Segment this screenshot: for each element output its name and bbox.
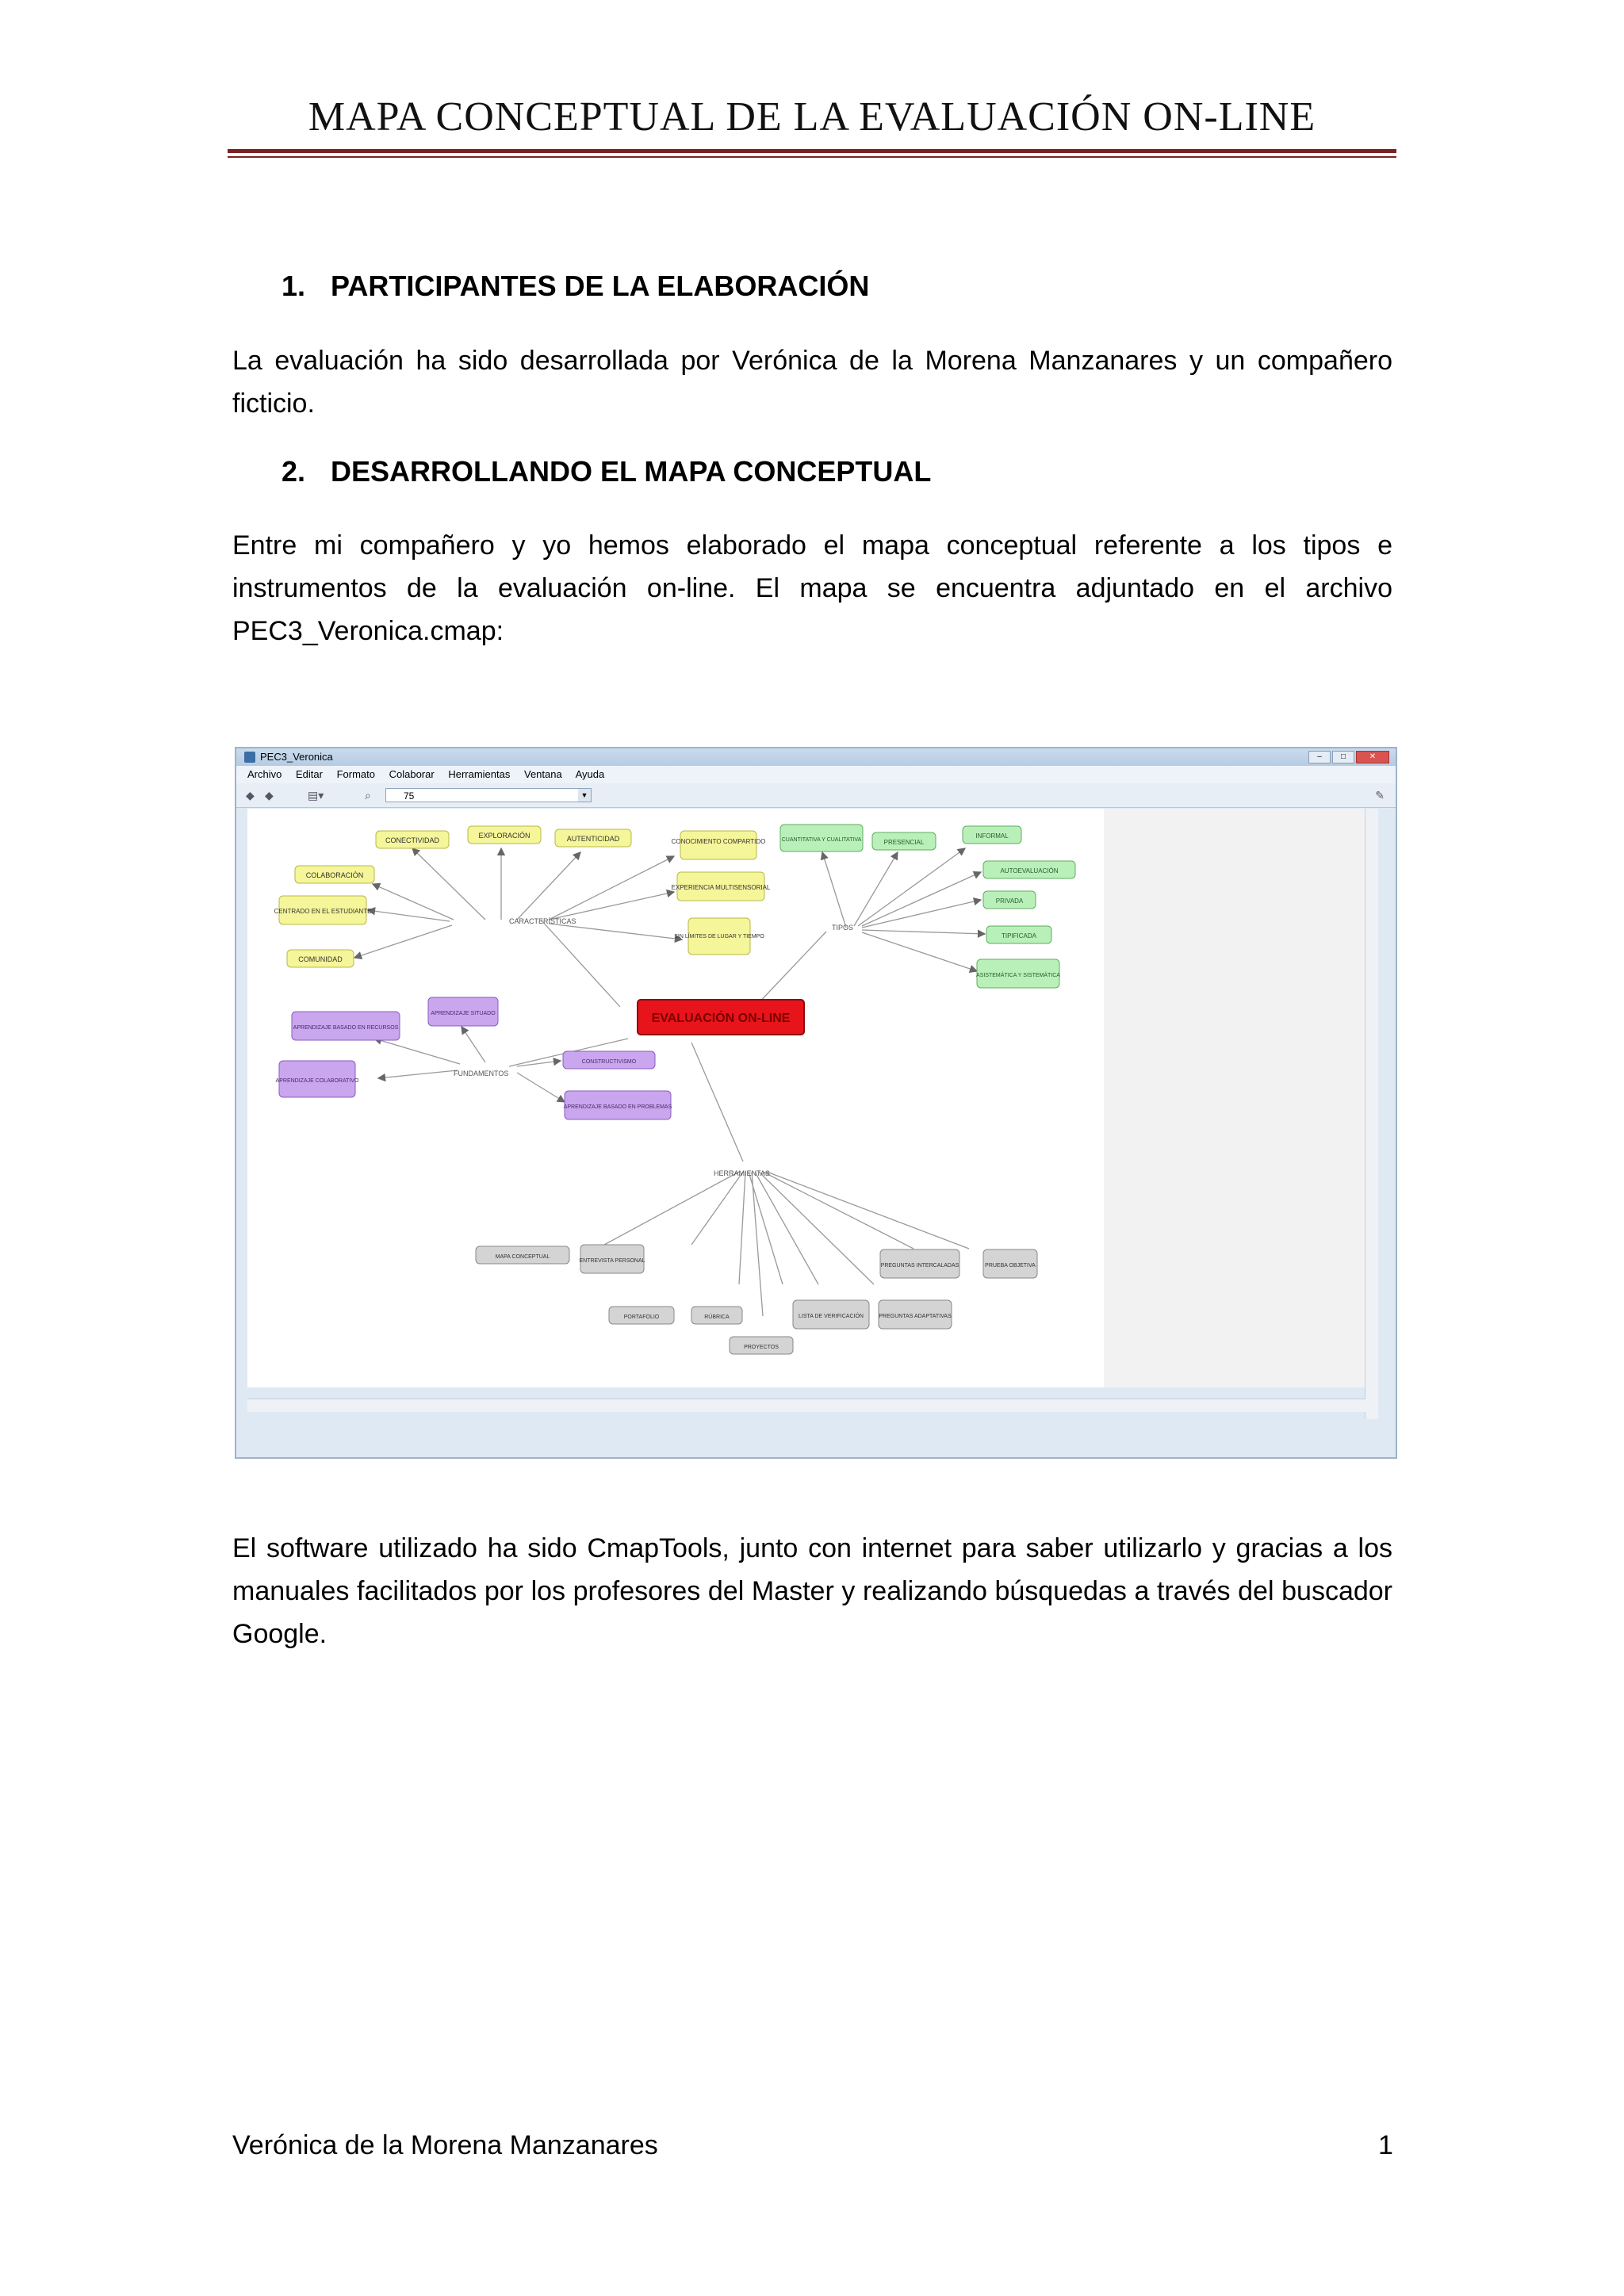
window-titlebar	[236, 748, 1396, 766]
link-tipos: TIPOS	[832, 924, 854, 932]
toolbar	[236, 783, 1396, 808]
node-conectividad[interactable]	[376, 831, 449, 848]
node-asistematica-sistematica[interactable]	[976, 959, 1060, 988]
svg-text:ENTREVISTA PERSONAL: ENTREVISTA PERSONAL	[579, 1258, 645, 1264]
header-rule-thick	[228, 149, 1396, 153]
header-rule-thin	[228, 156, 1396, 158]
canvas-background	[1104, 809, 1365, 1387]
zoom-input[interactable]	[385, 788, 592, 802]
node-tipificada[interactable]	[986, 926, 1051, 943]
page-header-title: MAPA CONCEPTUAL DE LA EVALUACIÓN ON-LINE	[308, 94, 1316, 140]
svg-text:CONECTIVIDAD: CONECTIVIDAD	[385, 836, 440, 844]
node-mapa-conceptual[interactable]	[476, 1246, 569, 1264]
svg-text:AUTENTICIDAD: AUTENTICIDAD	[566, 835, 620, 843]
node-informal[interactable]	[963, 826, 1021, 844]
paragraph-software: El software utilizado ha sido CmapTools, junto con internet para saber utilizarlo y gracias a los manuales facilitados por los profesores del Master y realizando búsquedas a través del buscador Google.	[232, 1533, 1392, 1649]
node-constructivismo[interactable]	[563, 1051, 655, 1069]
menu-formato[interactable]: Formato	[336, 768, 375, 780]
node-rubrica[interactable]	[691, 1307, 742, 1324]
svg-text:PRESENCIAL: PRESENCIAL	[883, 839, 925, 846]
svg-text:EXPERIENCIA MULTISENSORIAL: EXPERIENCIA MULTISENSORIAL	[671, 884, 771, 891]
svg-text:SIN LÍMITES DE LUGAR Y TIEMPO: SIN LÍMITES DE LUGAR Y TIEMPO	[674, 934, 764, 939]
svg-text:PROYECTOS: PROYECTOS	[744, 1345, 779, 1350]
node-preguntas-intercaladas[interactable]	[880, 1249, 959, 1278]
svg-text:PREGUNTAS ADAPTATIVAS: PREGUNTAS ADAPTATIVAS	[879, 1314, 952, 1319]
back-arrow-icon[interactable]: ◆	[246, 789, 255, 802]
menu-ventana[interactable]: Ventana	[523, 768, 562, 780]
node-lista-verificacion[interactable]	[793, 1300, 869, 1329]
node-aprendizaje-colaborativo[interactable]	[276, 1061, 359, 1097]
svg-text:PORTAFOLIO: PORTAFOLIO	[623, 1314, 660, 1320]
node-sin-limites[interactable]	[674, 918, 764, 955]
node-portafolio[interactable]	[609, 1307, 674, 1324]
section-1-number: 1.	[282, 270, 306, 302]
node-privada[interactable]	[983, 891, 1036, 909]
svg-text:ASISTEMÁTICA Y SISTEMÁTICA: ASISTEMÁTICA Y SISTEMÁTICA	[976, 973, 1060, 978]
node-entrevista-personal[interactable]	[579, 1245, 645, 1273]
section-2-title: DESARROLLANDO EL MAPA CONCEPTUAL	[331, 455, 932, 488]
section-2-number: 2.	[282, 455, 306, 488]
node-comunidad[interactable]	[287, 950, 354, 967]
svg-text:CUANTITATIVA Y CUALITATIVA: CUANTITATIVA Y CUALITATIVA	[781, 837, 862, 843]
menu-editar[interactable]: Editar	[295, 768, 323, 780]
svg-text:PRIVADA: PRIVADA	[995, 897, 1024, 905]
node-colaboracion[interactable]	[295, 866, 374, 883]
node-presencial[interactable]	[872, 832, 936, 850]
node-experiencia-multisensorial[interactable]	[672, 872, 771, 901]
svg-text:COLABORACIÓN: COLABORACIÓN	[305, 871, 364, 879]
svg-text:RÚBRICA: RÚBRICA	[704, 1314, 730, 1320]
svg-text:TIPIFICADA: TIPIFICADA	[1001, 932, 1037, 939]
svg-text:LISTA DE VERIFICACIÓN: LISTA DE VERIFICACIÓN	[799, 1314, 864, 1319]
window-title: PEC3_Veronica	[260, 751, 333, 763]
close-icon[interactable]: ✕	[1356, 751, 1389, 763]
chevron-down-icon[interactable]: ▼	[578, 789, 591, 802]
zoom-magnifier-icon[interactable]: ⌕	[365, 789, 371, 802]
section-2-heading	[282, 455, 931, 488]
connector-lines	[354, 848, 985, 1316]
svg-text:AUTOEVALUACIÓN: AUTOEVALUACIÓN	[1000, 867, 1059, 874]
link-herramientas: HERRAMIENTAS	[714, 1169, 770, 1177]
node-aprendizaje-problemas[interactable]	[564, 1091, 672, 1119]
svg-text:EVALUACIÓN ON-LINE: EVALUACIÓN ON-LINE	[651, 1012, 791, 1025]
cmaptools-app-icon	[244, 752, 255, 763]
forward-arrow-icon[interactable]: ◆	[265, 789, 274, 802]
menu-herramientas[interactable]: Herramientas	[448, 768, 511, 780]
svg-text:APRENDIZAJE SITUADO: APRENDIZAJE SITUADO	[431, 1011, 496, 1016]
root-node[interactable]	[638, 1000, 804, 1035]
svg-text:EXPLORACIÓN: EXPLORACIÓN	[478, 832, 530, 840]
section-1-heading	[282, 270, 869, 303]
section-1-title: PARTICIPANTES DE LA ELABORACIÓN	[331, 270, 870, 302]
section-2-paragraph: Entre mi compañero y yo hemos elaborado el mapa conceptual referente a los tipos e instrumentos de la evaluación on-line. El mapa se encuentra adjuntado en el archivo PEC3_Veronica.cmap:	[232, 530, 1392, 646]
node-proyectos[interactable]	[730, 1337, 793, 1354]
svg-text:APRENDIZAJE COLABORATIVO: APRENDIZAJE COLABORATIVO	[275, 1078, 359, 1084]
node-prueba-objetiva[interactable]	[983, 1249, 1037, 1278]
node-preguntas-adaptativas[interactable]	[879, 1300, 952, 1329]
node-autenticidad[interactable]	[555, 829, 631, 847]
menu-archivo[interactable]: Archivo	[247, 768, 282, 780]
link-fundamentos: FUNDAMENTOS	[454, 1070, 509, 1077]
link-caracteristicas: CARACTERÍSTICAS	[509, 917, 576, 925]
vertical-scrollbar[interactable]	[1365, 809, 1378, 1419]
svg-text:PRUEBA OBJETIVA: PRUEBA OBJETIVA	[985, 1263, 1036, 1269]
concept-map-svg	[247, 809, 1104, 1387]
section-1-paragraph: La evaluación ha sido desarrollada por Verónica de la Morena Manzanares y un compañero ficticio.	[232, 346, 1392, 419]
minimize-icon[interactable]: –	[1308, 751, 1331, 763]
zoom-value: 75	[404, 790, 415, 802]
svg-text:CONSTRUCTIVISMO: CONSTRUCTIVISMO	[581, 1059, 637, 1065]
node-cuantitativa-cualitativa[interactable]	[780, 825, 863, 851]
node-exploracion[interactable]	[468, 826, 541, 844]
window-controls	[1308, 751, 1389, 763]
svg-text:APRENDIZAJE BASADO EN RECURSOS: APRENDIZAJE BASADO EN RECURSOS	[293, 1025, 399, 1031]
footer-page-number: 1	[1378, 2130, 1393, 2160]
menubar	[236, 766, 1396, 783]
maximize-icon[interactable]: □	[1332, 751, 1354, 763]
horizontal-scrollbar[interactable]	[247, 1399, 1365, 1412]
svg-text:CONOCIMIENTO COMPARTIDO: CONOCIMIENTO COMPARTIDO	[671, 838, 766, 845]
view-icon[interactable]: ▤▾	[308, 789, 324, 802]
map-canvas	[247, 809, 1104, 1387]
menu-colaborar[interactable]: Colaborar	[389, 768, 435, 780]
node-aprendizaje-situado[interactable]	[428, 997, 498, 1026]
svg-text:INFORMAL: INFORMAL	[975, 832, 1009, 840]
footer-author: Verónica de la Morena Manzanares	[232, 2130, 658, 2160]
svg-text:COMUNIDAD: COMUNIDAD	[298, 955, 343, 963]
svg-text:MAPA CONCEPTUAL: MAPA CONCEPTUAL	[495, 1254, 550, 1260]
node-aprendizaje-recursos[interactable]	[292, 1012, 400, 1040]
node-autoevaluacion[interactable]	[983, 861, 1075, 878]
style-icon[interactable]: ✎	[1375, 789, 1385, 802]
svg-text:PREGUNTAS INTERCALADAS: PREGUNTAS INTERCALADAS	[880, 1263, 959, 1269]
svg-text:CENTRADO EN EL ESTUDIANTE: CENTRADO EN EL ESTUDIANTE	[274, 908, 372, 915]
menu-ayuda[interactable]: Ayuda	[575, 768, 605, 780]
cmaptools-screenshot	[235, 747, 1397, 1459]
node-conocimiento-compartido[interactable]	[672, 831, 766, 859]
node-centrado-estudiante[interactable]	[274, 896, 372, 924]
svg-text:APRENDIZAJE BASADO EN PROBLEMA: APRENDIZAJE BASADO EN PROBLEMAS	[563, 1104, 672, 1110]
